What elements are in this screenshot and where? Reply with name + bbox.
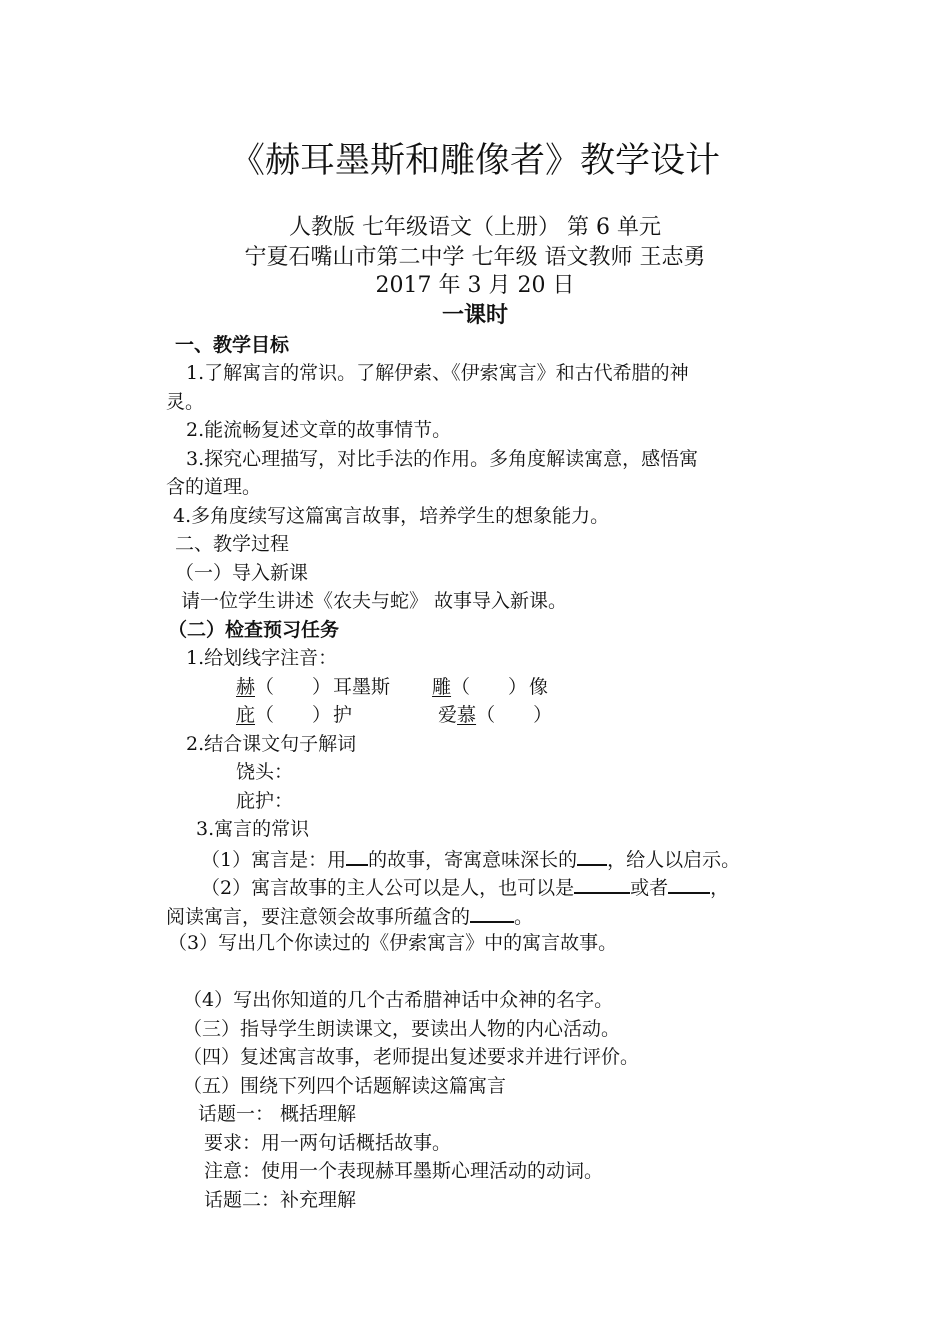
answer-blank: （ ） (451, 676, 528, 698)
question-3-4: （4）写出你知道的几个古希腊神话中众神的名字。 (183, 989, 614, 1011)
author-line: 宁夏石嘴山市第二中学 七年级 语文教师 王志勇 (244, 245, 706, 270)
fill-blank (668, 872, 710, 894)
section-4: （四）复述寓言故事，老师提出复述要求并进行评价。 (183, 1046, 640, 1068)
text-part: 。 (514, 905, 534, 928)
question-1: 1.给划线字注音： (186, 647, 338, 669)
pinyin-row-2 (236, 701, 554, 729)
document-title: 《赫耳墨斯和雕像者》教学设计 (229, 141, 720, 181)
text-part: （2）寓言故事的主人公可以是人，也可以是 (201, 876, 575, 899)
topic-1-requirement: 要求：用一两句话概括故事。 (204, 1132, 452, 1154)
goals-heading: 一、教学目标 (175, 334, 290, 356)
word-rest: 像 (529, 676, 549, 698)
goal-3-line-1: 3.探究心理描写，对比手法的作用。多角度解读寓意，感悟寓 (186, 448, 699, 470)
answer-blank: （ ） (255, 704, 332, 726)
fill-blank (574, 872, 630, 894)
answer-blank: （ ） (476, 704, 553, 726)
fill-blank (577, 844, 607, 866)
section-1-heading: （一）导入新课 (175, 562, 309, 584)
question-3-3: （3）写出几个你读过的《伊索寓言》中的寓言故事。 (168, 932, 618, 954)
text-part: 阅读寓言，要注意领会故事所蕴含的 (166, 905, 471, 928)
edition-line: 人教版 七年级语文（上册） 第 6 单元 (289, 215, 661, 240)
section-3: （三）指导学生朗读课文，要读出人物的内心活动。 (183, 1018, 621, 1040)
goal-1-line-2: 灵。 (166, 391, 205, 413)
question-3: 3.寓言的常识 (196, 818, 310, 840)
word-rest: 耳墨斯 (333, 676, 391, 698)
pinyin-row-1 (236, 673, 548, 701)
date-line: 2017 年 3 月 20 日 (375, 273, 575, 298)
underlined-char: 慕 (457, 704, 477, 726)
question-3-2 (201, 872, 729, 902)
underlined-char: 庇 (236, 704, 256, 726)
text-part: 的故事，寄寓意味深长的 (368, 848, 578, 871)
question-3-1 (201, 844, 740, 874)
word-explain-2: 庇护： (236, 790, 294, 812)
goal-4: 4.多角度续写这篇寓言故事，培养学生的想象能力。 (173, 505, 610, 527)
text-part: ，给人以启示。 (607, 848, 741, 871)
underlined-char: 雕 (432, 676, 452, 698)
answer-blank: （ ） (255, 676, 332, 698)
topic-1-note: 注意：使用一个表现赫耳墨斯心理活动的动词。 (204, 1160, 604, 1182)
goal-3-line-2: 含的道理。 (166, 476, 262, 498)
question-2: 2.结合课文句子解词 (186, 733, 357, 755)
section-2-heading: （二）检查预习任务 (168, 619, 340, 641)
class-period: 一课时 (441, 302, 508, 328)
section-1-text: 请一位学生讲述《农夫与蛇》 故事导入新课。 (181, 590, 568, 612)
topic-1: 话题一： 概括理解 (198, 1103, 357, 1125)
underlined-char: 赫 (236, 676, 256, 698)
topic-2: 话题二：补充理解 (204, 1189, 357, 1211)
section-5: （五）围绕下列四个话题解读这篇寓言 (183, 1075, 507, 1097)
word-prefix: 爱 (438, 704, 458, 726)
word-explain-1: 饶头： (236, 761, 294, 783)
word-rest: 护 (333, 704, 353, 726)
text-part: （1）寓言是：用 (201, 848, 347, 871)
goal-1-line-1: 1.了解寓言的常识。了解伊索、《伊索寓言》和古代希腊的神 (186, 362, 689, 384)
goal-2: 2.能流畅复述文章的故事情节。 (186, 419, 452, 441)
fill-blank (346, 844, 368, 866)
process-heading: 二、教学过程 (175, 533, 290, 555)
text-part: 或者 (630, 876, 669, 899)
text-part: ， (710, 876, 730, 899)
question-3-2-cont (166, 901, 533, 931)
fill-blank (470, 901, 514, 923)
